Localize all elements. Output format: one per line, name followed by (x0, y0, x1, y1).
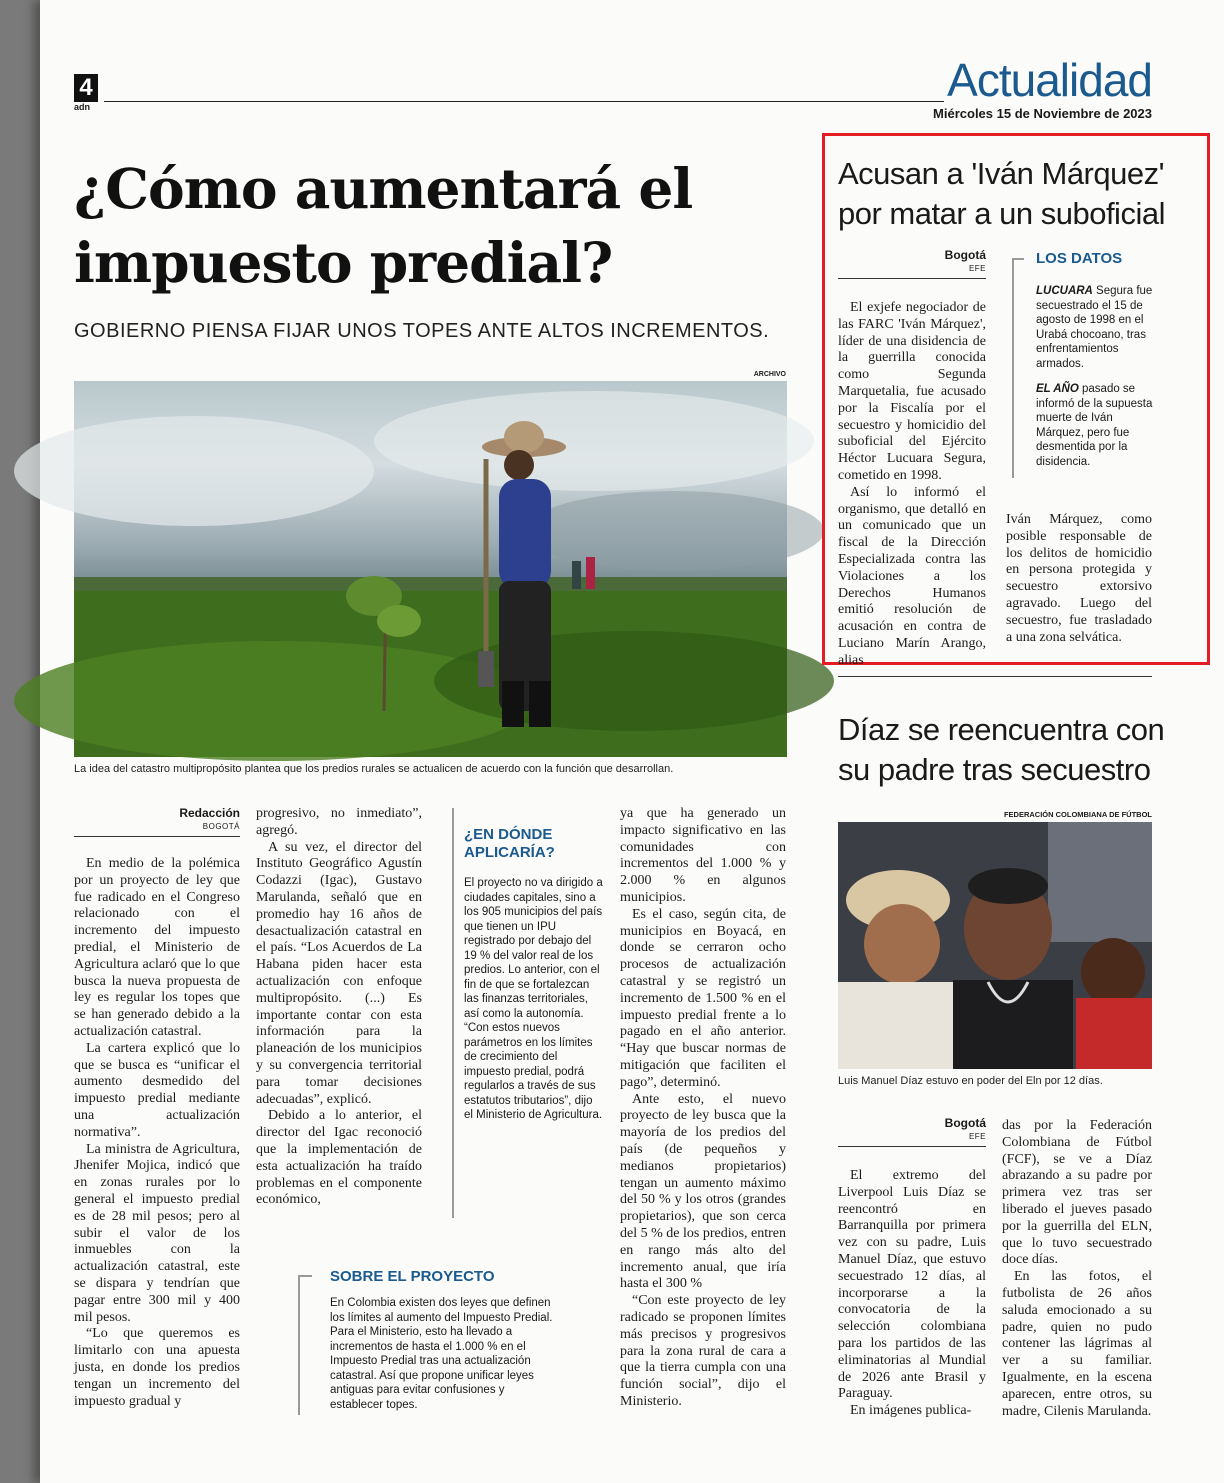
box-proyecto-text: En Colombia existen dos leyes que definen los límites al aumento del Impuesto Predial. Para el Ministerio, esto ha llevado a incrementos de hasta el 1.000 % en el Impuesto Predial tras una actualización catastral. Así que propone unificar leyes antiguas para evitar confusiones y establecer topes. (330, 1297, 553, 1411)
diaz-photo (838, 822, 1152, 1069)
header-rule (104, 101, 944, 102)
diaz-photo-credit: FEDERACIÓN COLOMBIANA DE FÚTBOL (1003, 810, 1152, 819)
farmer-illustration (74, 381, 787, 757)
marquez-byline: Bogotá (944, 248, 986, 262)
box-rule (1012, 258, 1024, 260)
paragraph: “Con este proyecto de ley radicado se proponen límites más precisos y progresivos para la zona rural de cara a que la tierra cumpla con una función social”, dijo el Ministerio. (620, 1293, 786, 1409)
issue-date: Miércoles 15 de Noviembre de 2023 (933, 106, 1152, 121)
main-byline: Redacción (179, 806, 240, 820)
newspaper-page (40, 0, 1224, 1483)
main-byline-place: BOGOTÁ (202, 822, 240, 831)
marquez-column-2 (1006, 512, 1152, 652)
box-donde-title: ¿EN DÓNDE APLICARÍA? (464, 826, 555, 861)
datos-item-2-lead: EL AÑO (1036, 383, 1079, 395)
marquez-headline: Acusan a 'Iván Márquez' por matar a un suboficial (838, 156, 1165, 231)
diaz-photo-caption: Luis Manuel Díaz estuvo en poder del Eln por 12 días. (838, 1075, 1103, 1087)
photo-credit: ARCHIVO (753, 371, 786, 378)
main-column-2 (256, 806, 422, 1226)
diaz-headline: Díaz se reencuentra con su padre tras secuestro (838, 712, 1165, 787)
box-rule (298, 1275, 312, 1277)
box-rule (1012, 258, 1014, 478)
paragraph: Iván Márquez, como posible responsable de los delitos de homicidio en persona protegida y secuestro extorsivo agravado. Luego del secuestro, fue trasladado a una zona selvática. (1006, 512, 1152, 645)
main-column-1 (74, 856, 240, 1416)
farmer-photo (74, 381, 787, 757)
paragraph: El extremo del Liverpool Luis Díaz se reencontró en Barranquilla por primera vez con su padre, Luis Manuel Díaz, que estuvo secuestrado 12 días, al incorporarse a la convocatoria de la selección colombiana para los partidos de las eliminatorias al Mundial de 2026 ante Brasil y Paraguay. (838, 1168, 986, 1402)
diaz-byline: Bogotá (944, 1116, 986, 1130)
story-separator (838, 676, 1152, 677)
paragraph: Así lo informó el organismo, que detalló en un comunicado que un fiscal de la Dirección Especializada contra las Violaciones a los Derechos Humanos emitió resolución de acusación en contra de Luciano Marín Arango, alias (838, 484, 986, 668)
paragraph: En imágenes publica- (850, 1403, 972, 1419)
paragraph: progresivo, no inmediato”, agregó. (256, 806, 422, 838)
datos-item-1-text: Segura fue secuestrado el 15 de agosto de 1998 en el Urabá chocoano, tras enfrentamientos armados. (1036, 285, 1153, 370)
box-proyecto-title: SOBRE EL PROYECTO (330, 1268, 495, 1285)
diaz-column-1 (838, 1168, 986, 1418)
datos-item-1 (1036, 284, 1154, 371)
paragraph: La cartera explicó que lo que se busca es “unificar el aumento desmedido del impuesto predial mediante una actualización normativa”. (74, 1040, 240, 1140)
section-title: Actualidad (947, 54, 1152, 106)
paragraph: ya que ha generado un impacto significativo en las comunidades con incrementos del 1.000 % y 2.000 % en algunos municipios. (620, 806, 786, 905)
paragraph: La ministra de Agricultura, Jhenifer Mojica, indicó que en zonas rurales por lo general el impuesto predial es de 28 mil pesos; pero al subir el valor de los inmuebles con la actualización catastral, este se dispara y tendrían que pagar entre 300 mil y 400 mil pesos. (74, 1141, 240, 1325)
main-column-4 (620, 806, 786, 1416)
marquez-agency: EFE (968, 264, 986, 273)
box-donde-text: El proyecto no va dirigido a ciudades capitales, sino a los 905 municipios del país que tienen un IPU registrado por debajo del 19 % del valor real de los predios. Lo anterior, con el fin de que se fortalezcan las finanzas territoriales, así como la autonomía. “Con estos nuevos parámetros en los límites de crecimiento del impuesto predial, podrá regularlos a través de sus estatutos tributarios”, dijo el Ministerio de Agricultura. (464, 877, 603, 1121)
paragraph: En medio de la polémica por un proyecto de ley que fue radicado en el Congreso relacionado con el incremento del impuesto predial, el Ministerio de Agricultura aclaró que lo que busca la nueva propuesta de ley es regular los topes que se han generado debido a la actualización catastral. (74, 856, 240, 1039)
diaz-illustration (838, 822, 1152, 1069)
paragraph: Es el caso, según cita, de municipios en Boyacá, en donde se cerraron ocho procesos de actualización catastral y se registró un incremento de 1.500 % en el impuesto predial frente a lo pagado en el año anterior. “Hay que buscar normas de mitigación que faciliten el pago”, determinó. (620, 906, 786, 1090)
datos-item-1-lead: LUCUARA (1036, 285, 1093, 297)
byline-rule (838, 1146, 986, 1147)
paragraph: A su vez, el director del Instituto Geográfico Agustín Codazzi (Igac), Gustavo Marulanda, señaló que en promedio hay 16 años de desactualización catastral en el país. “Los Acuerdos de La Habana piden hacer esta actualización con enfoque multipropósito. (...) Es importante contar con esta información para la planeación de los municipios y su convergencia territorial para tomar decisiones adecuadas”, explicó. (256, 839, 422, 1107)
box-rule (298, 1275, 300, 1415)
paragraph: El exjefe negociador de las FARC 'Iván Márquez', líder de una disidencia de la guerrilla conocida como Segunda Marquetalia, fue acusado por la Fiscalía por el secuestro y homicidio del suboficial del Ejército Héctor Lucuara Segura, cometido en 1998. (838, 300, 986, 483)
paragraph: “Lo que queremos es limitarlo con una apuesta justa, en donde los predios tengan un incremento del impuesto gradual y (74, 1326, 240, 1409)
paragraph: Ante esto, el nuevo proyecto de ley busca que la mayoría de los predios del país (de pequeños y medianos propietarios) tengan un aumento máximo del 50 % y los otros (grandes propietarios), que son cerca del 5 % de los predios, entren en rango más alto del incremento anual, que iría hasta el 300 % (620, 1091, 787, 1292)
paragraph: Debido a lo anterior, el director del Igac reconoció que la implementación de esta actualización ha traído problemas en el componente económico, (256, 1108, 422, 1208)
main-photo-caption: La idea del catastro multipropósito plantea que los predios rurales se actualicen de acuerdo con la función que desarrollan. (74, 763, 674, 775)
datos-item-2 (1036, 382, 1154, 469)
diaz-agency: EFE (968, 1132, 986, 1141)
box-rule (452, 808, 454, 1218)
brand-logo: adn (74, 102, 91, 112)
byline-rule (838, 278, 986, 279)
diaz-column-2 (1002, 1118, 1152, 1418)
main-headline: ¿Cómo aumentará el impuesto predial? (74, 156, 693, 295)
datos-title: LOS DATOS (1036, 250, 1123, 267)
marquez-column-1 (838, 300, 986, 668)
paragraph: En las fotos, el futbolista de 26 años saluda emocionado a su padre, quien no pudo contener las lágrimas al ver a su familiar. Igualmente, en la escena aparecen, entre otros, su madre, Cilenis Marulanda. (1002, 1269, 1152, 1419)
paragraph: das por la Federación Colombiana de Fútbol (FCF), se ve a Díaz abrazando a su padre por primera vez tras ser liberado el jueves pasado por la guerrilla del ELN, que lo tuvo secuestrado doce días. (1002, 1118, 1152, 1268)
datos-item-2-text: pasado se informó de la supuesta muerte de Iván Márquez, pero fue desmentida por la disidencia. (1036, 383, 1153, 468)
byline-rule (74, 836, 240, 837)
main-subhead: GOBIERNO PIENSA FIJAR UNOS TOPES ANTE ALTOS INCREMENTOS. (74, 320, 770, 342)
page-number: 4 (74, 74, 98, 102)
